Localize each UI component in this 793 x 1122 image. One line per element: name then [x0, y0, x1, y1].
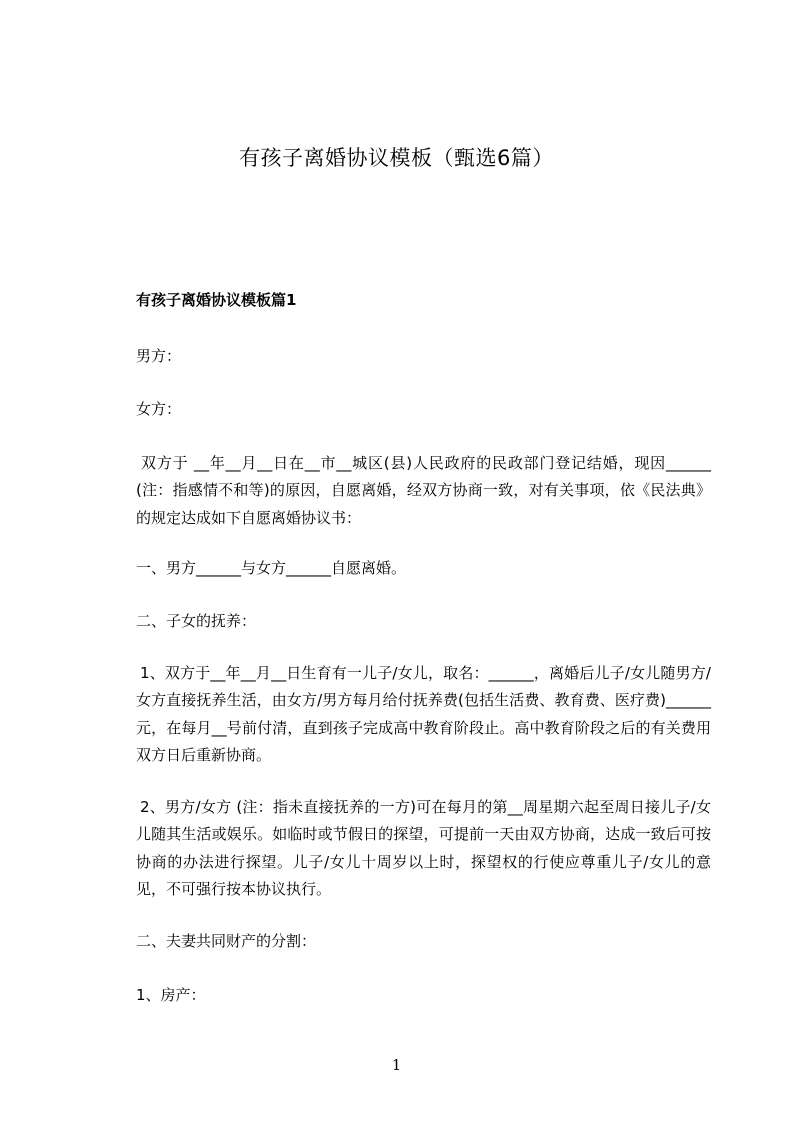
clause-child-support: 1、双方于__年__月__日生育有一儿子/女儿，取名：______，离婚后儿子/女儿随男方/女方直接抚养生活，由女方/男方每月给付抚养费(包括生活费、教育费、医疗费)______元，在每月__号前付清，直到孩子完成高中教育阶段止。高中教育阶段之后的有关费用双方日后重新协商。 — [136, 664, 711, 764]
clause-property-heading: 二、夫妻共同财产的分割： — [136, 932, 317, 950]
section-heading: 有孩子离婚协议模板篇1 — [136, 291, 297, 309]
husband-label: 男方： — [136, 347, 182, 365]
clause-visitation: 2、男方/女方 (注：指未直接抚养的一方)可在每月的第__周星期六起至周日接儿子/女儿随其生活或娱乐。如临时或节假日的探望，可提前一天由双方协商，达成一致后可按协商的办法进行探望。儿子/女儿十周岁以上时，探望权的行使应尊重儿子/女儿的意见，不可强行按本协议执行。 — [136, 798, 711, 898]
clause-child-custody-heading: 二、子女的抚养： — [136, 612, 257, 630]
document-title: 有孩子离婚协议模板（甄选6篇） — [239, 146, 554, 170]
wife-label: 女方： — [136, 400, 182, 418]
clause-divorce: 一、男方______与女方______自愿离婚。 — [136, 559, 407, 577]
intro-paragraph: 双方于 __年__月__日在__市__城区(县)人民政府的民政部门登记结婚，现因______(注：指感情不和等)的原因，自愿离婚，经双方协商一致，对有关事项，依《民法典》的规定达成如下自愿离婚协议书： — [136, 454, 711, 527]
clause-real-estate: 1、房产： — [136, 986, 206, 1004]
page-number: 1 — [391, 1056, 402, 1074]
